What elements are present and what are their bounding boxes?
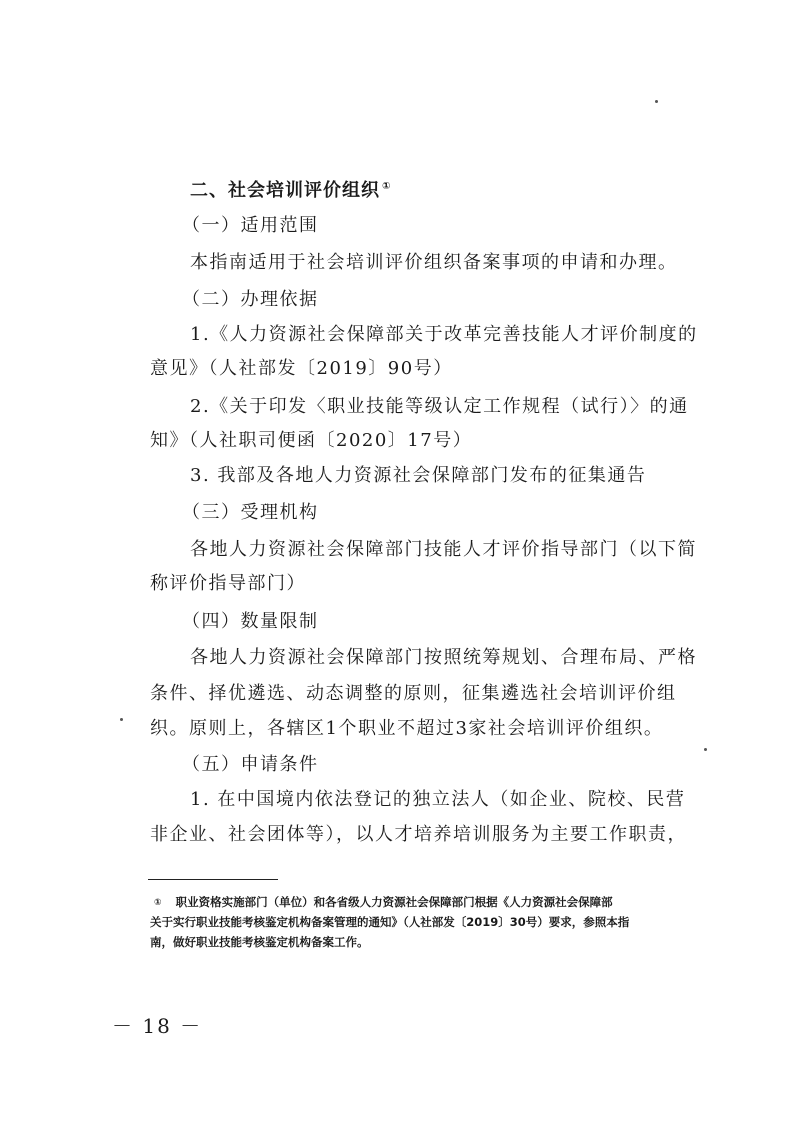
basis-2-line-1: 2.《关于印发〈职业技能等级认定工作规程（试行）〉的通 <box>190 396 689 417</box>
footnote-line-1: ① 职业资格实施部门（单位）和各省级人力资源社会保障部门根据《人力资源社会保障部 <box>154 895 613 909</box>
scan-speck <box>120 718 123 721</box>
basis-1-line-2: 意见》（人社部发〔2019〕90号） <box>150 358 453 379</box>
basis-1-line-1: 1.《人力资源社会保障部关于改革完善技能人才评价制度的 <box>190 324 698 345</box>
subsection-title-1: （一）适用范围 <box>182 215 319 236</box>
scan-speck <box>704 748 707 751</box>
subsection-title-4: （四）数量限制 <box>182 611 319 632</box>
footnote-divider <box>148 879 278 880</box>
basis-2-line-2: 知》（人社职司便函〔2020〕17号） <box>150 430 473 451</box>
subsection-title-2: （二）办理依据 <box>182 289 319 310</box>
footnote-line-3: 南，做好职业技能考核鉴定机构备案工作。 <box>150 935 369 949</box>
quota-line-2: 条件、择优遴选、动态调整的原则，征集遴选社会培训评价组 <box>150 683 677 704</box>
condition-1-line-1: 1. 在中国境内依法登记的独立法人（如企业、院校、民营 <box>190 789 686 810</box>
footnote-line-2: 关于实行职业技能考核鉴定机构备案管理的通知》（人社部发〔2019〕30号）要求，参照本指 <box>150 915 630 929</box>
page-number: － 18 － <box>112 1014 203 1038</box>
footnote-mark: ① <box>154 898 162 908</box>
footnote-reference[interactable]: ① <box>382 181 391 192</box>
agency-line-1: 各地人力资源社会保障部门技能人才评价指导部门（以下简 <box>190 539 697 560</box>
subsection-title-5: （五）申请条件 <box>182 754 319 775</box>
quota-line-1: 各地人力资源社会保障部门按照统筹规划、合理布局、严格 <box>190 647 697 668</box>
section-title: 二、社会培训评价组织 ① <box>190 180 391 201</box>
condition-1-line-2: 非企业、社会团体等），以人才培养培训服务为主要工作职责， <box>150 824 687 845</box>
paragraph-scope: 本指南适用于社会培训评价组织备案事项的申请和办理。 <box>190 252 678 273</box>
subsection-title-3: （三）受理机构 <box>182 502 319 523</box>
basis-3: 3. 我部及各地人力资源社会保障部门发布的征集通告 <box>190 465 647 486</box>
scan-speck <box>655 100 658 103</box>
quota-line-3: 织。原则上，各辖区1个职业不超过3家社会培训评价组织。 <box>150 718 664 739</box>
agency-line-2: 称评价指导部门） <box>150 573 306 594</box>
